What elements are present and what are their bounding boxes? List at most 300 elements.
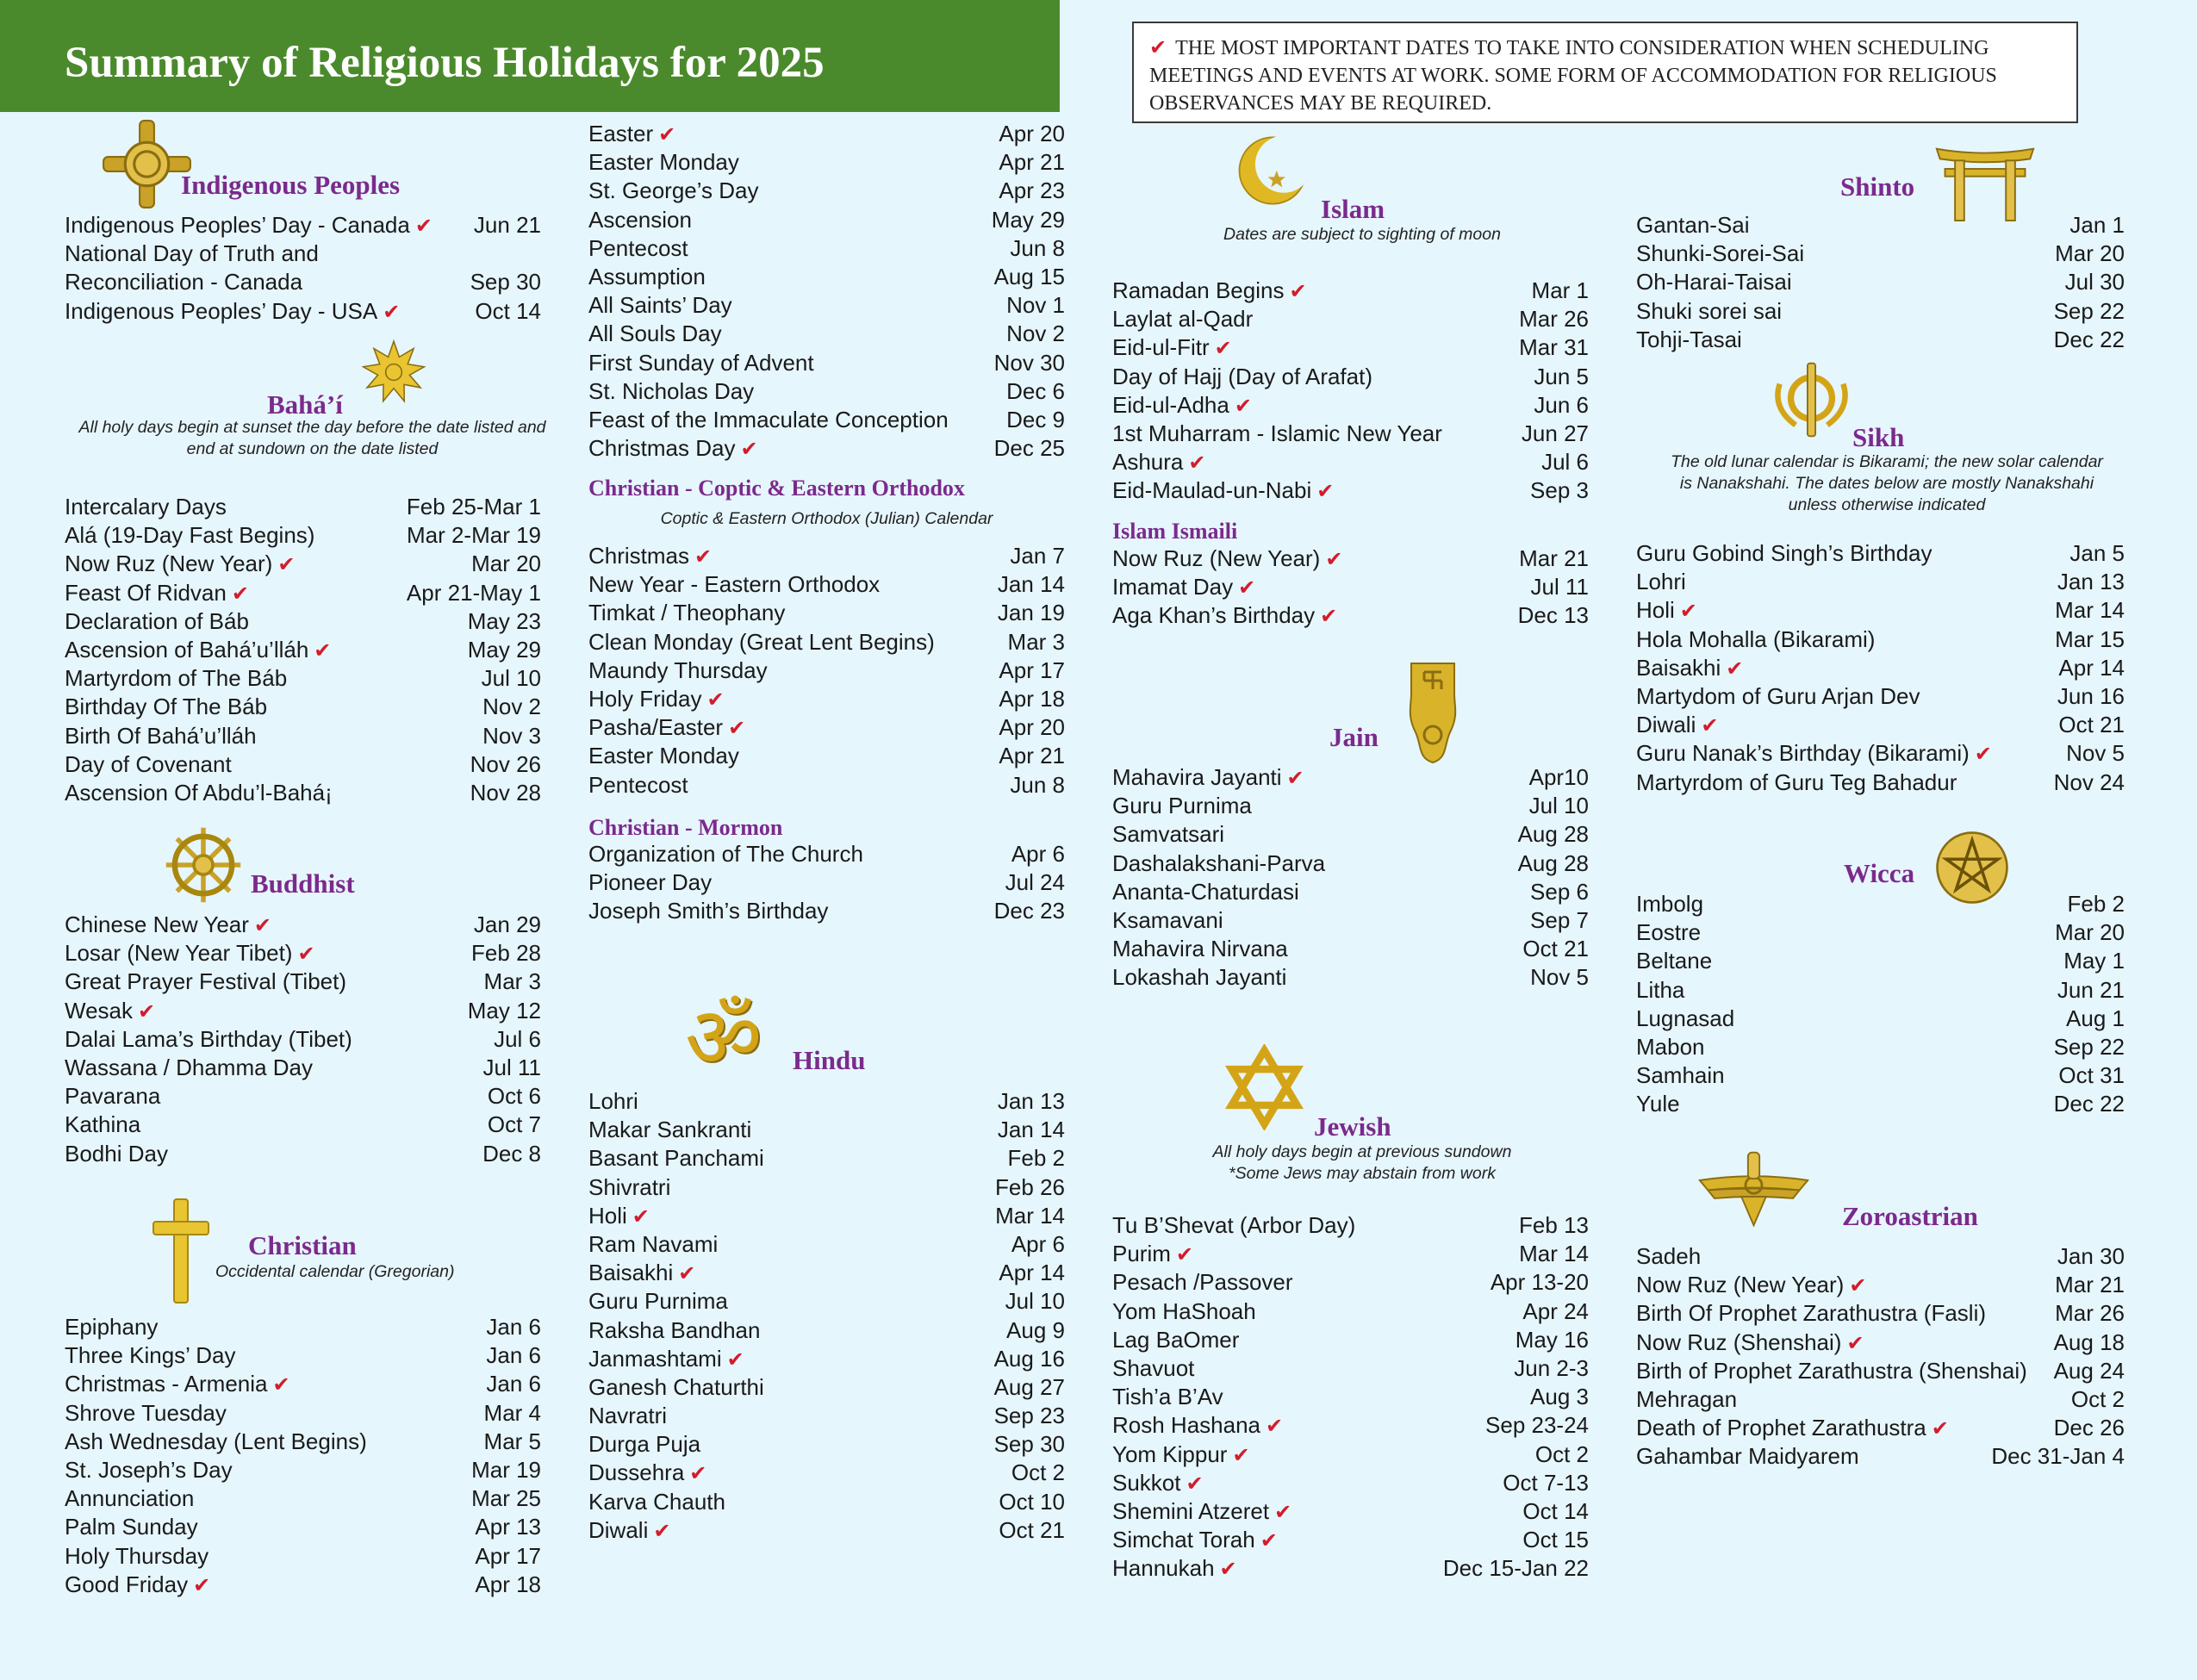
holiday-name: Guru Gobind Singh’s Birthday bbox=[1636, 540, 1932, 566]
holiday-date: Sep 6 bbox=[1530, 878, 1589, 905]
holiday-name: Day of Covenant bbox=[65, 750, 232, 777]
holiday-name-wrap bbox=[1112, 449, 1206, 476]
holiday-date: Mar 3 bbox=[1007, 628, 1065, 655]
holiday-row bbox=[588, 841, 1065, 869]
dharma-wheel-icon bbox=[164, 825, 243, 905]
holiday-date: May 1 bbox=[2063, 948, 2125, 974]
holiday-date: Jun 21 bbox=[2057, 976, 2125, 1003]
holiday-date: Sep 22 bbox=[2053, 1033, 2125, 1060]
islam-list bbox=[1112, 277, 1589, 507]
holiday-row bbox=[588, 869, 1065, 898]
holiday-row bbox=[1112, 1441, 1589, 1470]
holiday-date: Mar 19 bbox=[471, 1456, 541, 1483]
holiday-row bbox=[65, 998, 541, 1026]
holiday-date: Oct 31 bbox=[2058, 1062, 2125, 1089]
holiday-date: Jan 13 bbox=[2057, 569, 2125, 595]
sikh-note: The old lunar calendar is Bikarami; the new solar calendar is Nanakshahi. The dates below are mostly Nanakshahi unless otherwise indicated bbox=[1671, 452, 2103, 514]
holiday-row bbox=[65, 1428, 541, 1457]
jewish-note-line-2: *Some Jews may abstain from work bbox=[1229, 1164, 1496, 1183]
holiday-name: All Souls Day bbox=[588, 320, 722, 347]
bahai-note: All holy days begin at sunset the day before the date listed and end at sundown on the date listed bbox=[78, 418, 546, 458]
holiday-row bbox=[1636, 269, 2125, 297]
holiday-name: Holi bbox=[588, 1202, 627, 1229]
holiday-row bbox=[588, 657, 1065, 686]
holiday-row bbox=[1636, 683, 2125, 712]
holiday-row bbox=[588, 772, 1065, 800]
holiday-row bbox=[1636, 1091, 2125, 1119]
check-icon: ✔ bbox=[1325, 547, 1343, 571]
holiday-date: Sep 22 bbox=[2053, 297, 2125, 324]
holiday-name: Shivratri bbox=[588, 1173, 671, 1200]
holiday-date: Mar 20 bbox=[2055, 919, 2125, 946]
holiday-name: Alá (19-Day Fast Begins) bbox=[65, 522, 315, 549]
holiday-name: Guru Purnima bbox=[1112, 793, 1252, 819]
holiday-name-wrap bbox=[1636, 740, 1992, 767]
holiday-row bbox=[1112, 1555, 1589, 1584]
holiday-row bbox=[1112, 1384, 1589, 1412]
check-icon: ✔ bbox=[728, 716, 746, 741]
holiday-date: Apr10 bbox=[1528, 764, 1589, 790]
holiday-row bbox=[1636, 569, 2125, 597]
holiday-date: Oct 15 bbox=[1522, 1527, 1589, 1553]
holiday-date: Jan 6 bbox=[486, 1371, 541, 1397]
holiday-name: Yom HaShoah bbox=[1112, 1297, 1256, 1324]
check-icon: ✔ bbox=[297, 942, 315, 967]
holiday-name-wrap bbox=[588, 543, 712, 569]
holiday-name: Guru Purnima bbox=[588, 1288, 728, 1315]
holiday-date: Mar 20 bbox=[471, 551, 541, 577]
holiday-name: Pasha/Easter bbox=[588, 714, 724, 741]
holiday-name: Raksha Bandhan bbox=[588, 1316, 761, 1343]
holiday-date: Jul 11 bbox=[1530, 574, 1589, 600]
holiday-date: Jan 14 bbox=[997, 571, 1065, 598]
check-icon: ✔ bbox=[726, 1347, 744, 1372]
holiday-row bbox=[588, 686, 1065, 714]
holiday-row bbox=[588, 207, 1065, 235]
holiday-name: Shemini Atzeret bbox=[1112, 1497, 1270, 1524]
holiday-date: Dec 13 bbox=[1517, 602, 1589, 629]
holiday-name: Now Ruz (New Year) bbox=[1636, 1272, 1845, 1298]
holiday-date: Jan 14 bbox=[997, 1117, 1065, 1143]
holiday-name-wrap bbox=[1112, 1470, 1204, 1496]
holiday-name: Eid-ul-Fitr bbox=[1112, 334, 1210, 361]
holiday-name: Birth Of Prophet Zarathustra (Fasli) bbox=[1636, 1300, 1987, 1327]
holiday-row bbox=[65, 694, 541, 722]
holiday-name-wrap bbox=[1112, 602, 1337, 629]
holiday-name: Pentecost bbox=[588, 234, 688, 261]
holiday-date: Jun 16 bbox=[2057, 682, 2125, 709]
holiday-row bbox=[65, 1055, 541, 1083]
holiday-name-wrap bbox=[65, 551, 295, 577]
holiday-name: Mehragan bbox=[1636, 1385, 1738, 1412]
holiday-date: Mar 20 bbox=[2055, 240, 2125, 267]
holiday-date: Dec 25 bbox=[993, 435, 1065, 462]
holiday-name: Shrove Tuesday bbox=[65, 1399, 227, 1426]
holiday-row bbox=[65, 1026, 541, 1055]
holiday-name: Mahavira Jayanti bbox=[1112, 764, 1282, 790]
holiday-name: St. Joseph’s Day bbox=[65, 1456, 233, 1483]
hindu-title: Hindu bbox=[793, 1045, 866, 1075]
holiday-name: Tu B’Shevat (Arbor Day) bbox=[1112, 1212, 1356, 1238]
holiday-date: Nov 1 bbox=[1006, 292, 1065, 319]
notice-text: THE MOST IMPORTANT DATES TO TAKE INTO CONSIDERATION WHEN SCHEDULING MEETINGS AND EVENTS AT WORK. SOME FORM OF ACCOMMODATION FOR RELIGIOUS OBSERVANCES MAY BE REQUIRED. bbox=[1149, 37, 1997, 115]
holiday-date: Jan 30 bbox=[2057, 1243, 2125, 1269]
holiday-name-wrap bbox=[1636, 1329, 1864, 1356]
holiday-row bbox=[1112, 1412, 1589, 1440]
holiday-name-wrap bbox=[1636, 597, 1697, 624]
holiday-name-wrap bbox=[1112, 764, 1304, 791]
holiday-name: Ashura bbox=[1112, 449, 1184, 476]
cross-icon bbox=[151, 1198, 211, 1305]
holiday-row bbox=[1112, 1527, 1589, 1555]
islam-title: Islam bbox=[1321, 194, 1385, 224]
holiday-date: Feb 25-Mar 1 bbox=[406, 494, 541, 520]
check-icon: ✔ bbox=[1849, 1273, 1867, 1298]
holiday-name: Martyrdom of Guru Teg Bahadur bbox=[1636, 768, 1957, 795]
holiday-name: Purim bbox=[1112, 1241, 1171, 1267]
check-icon: ✔ bbox=[1289, 279, 1307, 303]
holiday-date: Nov 5 bbox=[2066, 740, 2125, 767]
holiday-date: Jan 1 bbox=[2069, 212, 2125, 238]
holiday-name: Death of Prophet Zarathustra bbox=[1636, 1415, 1926, 1441]
holiday-name: Samhain bbox=[1636, 1062, 1725, 1089]
holiday-date: Jun 8 bbox=[1010, 771, 1065, 798]
holiday-date: Apr 13 bbox=[475, 1514, 541, 1540]
check-icon: ✔ bbox=[1846, 1330, 1864, 1355]
holiday-date: Aug 15 bbox=[993, 263, 1065, 289]
holiday-row bbox=[588, 714, 1065, 743]
holiday-name-wrap bbox=[588, 1203, 650, 1229]
holiday-row bbox=[1636, 655, 2125, 683]
holiday-date: Dec 22 bbox=[2053, 326, 2125, 352]
check-icon: ✔ bbox=[1701, 713, 1719, 738]
faravahar-icon bbox=[1696, 1148, 1812, 1229]
holiday-row bbox=[65, 1400, 541, 1428]
holiday-name-wrap bbox=[1112, 1412, 1283, 1439]
holiday-name: Eid-ul-Adha bbox=[1112, 391, 1229, 418]
jain-title: Jain bbox=[1329, 722, 1379, 752]
holiday-row bbox=[588, 121, 1065, 149]
holiday-name: Easter bbox=[588, 121, 654, 146]
holiday-name-wrap bbox=[65, 212, 433, 239]
holiday-name-wrap bbox=[1636, 712, 1718, 738]
holiday-date: Oct 7-13 bbox=[1503, 1469, 1589, 1496]
holiday-name: Kathina bbox=[65, 1111, 141, 1138]
check-icon: ✔ bbox=[632, 1204, 650, 1229]
holiday-name-wrap bbox=[588, 686, 725, 712]
holiday-date: Apr 23 bbox=[999, 177, 1065, 204]
holiday-name: Sukkot bbox=[1112, 1469, 1181, 1496]
holiday-row bbox=[1636, 298, 2125, 327]
holiday-name: Martydom of Guru Arjan Dev bbox=[1636, 682, 1920, 709]
holiday-name: Palm Sunday bbox=[65, 1514, 198, 1540]
holiday-date: Apr 24 bbox=[1522, 1297, 1589, 1324]
holiday-name: Lohri bbox=[588, 1088, 638, 1114]
holiday-date: Jun 8 bbox=[1010, 234, 1065, 261]
holiday-date: Dec 15-Jan 22 bbox=[1442, 1555, 1589, 1582]
ismaili-title: Islam Ismaili bbox=[1112, 519, 1238, 544]
holiday-date: Mar 14 bbox=[1519, 1241, 1589, 1267]
holiday-row bbox=[1636, 977, 2125, 1005]
holiday-row bbox=[65, 551, 541, 579]
holiday-date: May 16 bbox=[1515, 1326, 1589, 1353]
holiday-name-wrap bbox=[65, 998, 155, 1024]
holiday-name: Ascension of Bahá’u’lláh bbox=[65, 636, 309, 663]
title-banner bbox=[0, 0, 1060, 112]
islam-note: Dates are subject to sighting of moon bbox=[1223, 225, 1501, 244]
holiday-date: May 12 bbox=[467, 997, 541, 1024]
holiday-name: Christmas Day bbox=[588, 435, 736, 462]
holiday-name: Holi bbox=[1636, 597, 1675, 624]
holiday-date: Mar 3 bbox=[483, 968, 541, 995]
holiday-date: Jan 6 bbox=[486, 1314, 541, 1340]
check-icon: ✔ bbox=[1149, 35, 1167, 59]
holiday-date: Mar 14 bbox=[2055, 597, 2125, 624]
mormon-title: Christian - Mormon bbox=[588, 815, 783, 840]
holiday-date: Mar 25 bbox=[471, 1485, 541, 1512]
holiday-row bbox=[1112, 392, 1589, 420]
holiday-row bbox=[1636, 948, 2125, 976]
holiday-row bbox=[588, 1346, 1065, 1374]
holiday-name: Eostre bbox=[1636, 919, 1702, 946]
holiday-date: Aug 16 bbox=[993, 1345, 1065, 1372]
holiday-row bbox=[1636, 1062, 2125, 1091]
check-icon: ✔ bbox=[1266, 1414, 1284, 1439]
check-icon: ✔ bbox=[1175, 1242, 1194, 1267]
holiday-date: Nov 3 bbox=[482, 722, 541, 749]
wicca-title: Wicca bbox=[1844, 858, 1915, 888]
holiday-date: Mar 1 bbox=[1531, 277, 1589, 303]
mormon-list bbox=[588, 841, 1065, 927]
holiday-name: Annunciation bbox=[65, 1485, 195, 1512]
holiday-name: Baisakhi bbox=[1636, 654, 1721, 681]
holiday-date: Mar 31 bbox=[1519, 334, 1589, 361]
holiday-date: Oct 14 bbox=[475, 297, 541, 324]
holiday-row bbox=[65, 1083, 541, 1111]
bahai-list bbox=[65, 494, 541, 808]
notice-box bbox=[1132, 22, 2078, 123]
holiday-row bbox=[1112, 477, 1589, 506]
holiday-name: Now Ruz (Shenshai) bbox=[1636, 1328, 1842, 1355]
holiday-row bbox=[588, 1260, 1065, 1288]
holiday-row bbox=[588, 1403, 1065, 1431]
holiday-name: Good Friday bbox=[65, 1571, 189, 1597]
holiday-row bbox=[65, 269, 541, 297]
holiday-date: Jul 6 bbox=[494, 1025, 541, 1052]
holiday-row bbox=[1636, 919, 2125, 948]
holiday-row bbox=[1112, 1241, 1589, 1269]
holiday-row bbox=[1636, 240, 2125, 269]
holiday-name: Durga Puja bbox=[588, 1431, 701, 1458]
check-icon: ✔ bbox=[138, 999, 156, 1024]
holiday-name-wrap bbox=[65, 1371, 290, 1397]
holiday-name: Tish’a B’Av bbox=[1112, 1384, 1223, 1410]
holiday-date: Nov 2 bbox=[1006, 320, 1065, 347]
check-icon: ✔ bbox=[706, 687, 725, 712]
jewish-title: Jewish bbox=[1314, 1111, 1391, 1142]
check-icon: ✔ bbox=[1931, 1416, 1949, 1441]
holiday-row bbox=[588, 1459, 1065, 1488]
holiday-date: Oct 6 bbox=[487, 1083, 541, 1110]
holiday-name: Diwali bbox=[1636, 712, 1696, 738]
holiday-row bbox=[1112, 1498, 1589, 1527]
holiday-row bbox=[65, 580, 541, 608]
holiday-name-wrap bbox=[588, 1459, 706, 1486]
holiday-date: Dec 22 bbox=[2053, 1091, 2125, 1117]
holiday-row bbox=[588, 571, 1065, 600]
holiday-date: Dec 9 bbox=[1006, 406, 1065, 432]
holiday-name-wrap bbox=[588, 1260, 695, 1286]
holiday-name: Easter Monday bbox=[588, 149, 739, 176]
holiday-row bbox=[588, 543, 1065, 571]
christian-cont-list bbox=[588, 121, 1065, 464]
holiday-row bbox=[1636, 1300, 2125, 1328]
holiday-date: Jan 5 bbox=[2069, 540, 2125, 566]
holiday-name: Ascension Of Abdu’l-Bahá¡ bbox=[65, 779, 333, 806]
holiday-name: Guru Nanak’s Birthday (Bikarami) bbox=[1636, 740, 1970, 767]
holiday-row bbox=[1112, 1269, 1589, 1297]
check-icon: ✔ bbox=[1232, 1442, 1250, 1467]
holiday-name: Eid-Maulad-un-Nabi bbox=[1112, 477, 1312, 504]
holiday-row bbox=[65, 240, 541, 269]
check-icon: ✔ bbox=[1274, 1499, 1292, 1524]
jewish-note bbox=[1112, 1142, 1612, 1185]
holiday-date: Apr 21 bbox=[999, 743, 1065, 769]
holiday-row bbox=[1636, 891, 2125, 919]
holiday-row bbox=[65, 637, 541, 665]
check-icon: ✔ bbox=[1679, 599, 1697, 624]
holiday-date: Apr 6 bbox=[1011, 1230, 1065, 1257]
holiday-name: Chinese New Year bbox=[65, 912, 249, 937]
holiday-name-wrap bbox=[1112, 1441, 1250, 1468]
holiday-name: Laylat al-Qadr bbox=[1112, 306, 1254, 333]
wicca-list bbox=[1636, 891, 2125, 1120]
holiday-name: St. George’s Day bbox=[588, 177, 759, 204]
holiday-name: Birth Of Bahá’u’lláh bbox=[65, 722, 257, 749]
holiday-date: Apr 17 bbox=[999, 656, 1065, 683]
holiday-name: Shavuot bbox=[1112, 1354, 1195, 1381]
holiday-name-wrap bbox=[588, 1517, 670, 1544]
holiday-date: Aug 28 bbox=[1517, 821, 1589, 848]
holiday-date: Nov 24 bbox=[2053, 768, 2125, 795]
holiday-date: Jun 2-3 bbox=[1514, 1354, 1589, 1381]
holiday-name-wrap bbox=[65, 298, 400, 325]
holiday-date: Jul 11 bbox=[482, 1054, 541, 1080]
holiday-date: Jan 7 bbox=[1010, 543, 1065, 569]
holiday-row bbox=[1636, 626, 2125, 655]
jain-symbol-icon bbox=[1403, 659, 1463, 767]
holiday-name: Losar (New Year Tibet) bbox=[65, 940, 293, 967]
holiday-row bbox=[588, 350, 1065, 378]
sikh-list bbox=[1636, 540, 2125, 798]
holiday-name: Holy Friday bbox=[588, 685, 702, 712]
holiday-date: Apr 21-May 1 bbox=[406, 579, 541, 606]
holiday-name: St. Nicholas Day bbox=[588, 377, 755, 404]
holiday-date: Feb 28 bbox=[471, 940, 541, 967]
holiday-name: Joseph Smith’s Birthday bbox=[588, 898, 829, 924]
indigenous-title: Indigenous Peoples bbox=[181, 170, 401, 200]
holiday-name: Oh-Harai-Taisai bbox=[1636, 269, 1792, 296]
torii-gate-icon bbox=[1934, 142, 2036, 221]
check-icon: ✔ bbox=[1219, 1557, 1237, 1582]
holiday-row bbox=[65, 494, 541, 522]
holiday-date: Aug 1 bbox=[2066, 1005, 2125, 1031]
holiday-date: Jan 19 bbox=[997, 600, 1065, 626]
holiday-row bbox=[65, 665, 541, 694]
holiday-date: Oct 21 bbox=[2058, 712, 2125, 738]
holiday-name: Now Ruz (New Year) bbox=[1112, 545, 1321, 571]
holiday-row bbox=[588, 1288, 1065, 1316]
holiday-name: Dalai Lama’s Birthday (Tibet) bbox=[65, 1025, 352, 1052]
holiday-name: Wassana / Dhamma Day bbox=[65, 1054, 314, 1080]
holiday-row bbox=[65, 968, 541, 997]
holiday-name: Intercalary Days bbox=[65, 494, 227, 520]
holiday-name: Lugnasad bbox=[1636, 1005, 1735, 1031]
holiday-date: Nov 2 bbox=[482, 694, 541, 720]
holiday-name: Navratri bbox=[588, 1403, 668, 1429]
holiday-date: Sep 23-24 bbox=[1485, 1412, 1589, 1439]
check-icon: ✔ bbox=[253, 913, 272, 937]
holiday-date: Apr 18 bbox=[475, 1571, 541, 1597]
holiday-name-wrap bbox=[65, 637, 331, 663]
holiday-date: Mar 15 bbox=[2055, 625, 2125, 652]
holiday-name: Lohri bbox=[1636, 569, 1686, 595]
ismaili-list bbox=[1112, 545, 1589, 632]
holiday-date: Oct 2 bbox=[1011, 1459, 1065, 1486]
holiday-row bbox=[1636, 1005, 2125, 1034]
check-icon: ✔ bbox=[277, 552, 296, 577]
holiday-date: Mar 26 bbox=[1519, 306, 1589, 333]
nine-pointed-star-icon bbox=[360, 339, 427, 406]
check-icon: ✔ bbox=[1316, 479, 1335, 504]
holiday-name: Pavarana bbox=[65, 1083, 161, 1110]
check-icon: ✔ bbox=[1320, 604, 1338, 629]
holiday-date: Jun 27 bbox=[1521, 420, 1589, 446]
coptic-note: Coptic & Eastern Orthodox (Julian) Calendar bbox=[660, 509, 993, 528]
holiday-date: Sep 23 bbox=[993, 1403, 1065, 1429]
holiday-name: Aga Khan’s Birthday bbox=[1112, 602, 1316, 629]
holiday-row bbox=[588, 600, 1065, 628]
holiday-name-wrap bbox=[65, 1571, 210, 1598]
holiday-row bbox=[65, 1485, 541, 1514]
holiday-name-wrap bbox=[1112, 392, 1252, 419]
holiday-name: Ramadan Begins bbox=[1112, 277, 1285, 303]
holiday-name: Maundy Thursday bbox=[588, 656, 768, 683]
holiday-name-wrap bbox=[1112, 277, 1307, 304]
check-icon: ✔ bbox=[1726, 656, 1744, 681]
holiday-row bbox=[1636, 1443, 2125, 1472]
holiday-date: Apr 17 bbox=[475, 1542, 541, 1569]
shinto-list bbox=[1636, 212, 2125, 355]
holiday-name: Great Prayer Festival (Tibet) bbox=[65, 968, 347, 995]
holiday-row bbox=[588, 235, 1065, 264]
holiday-name: Makar Sankranti bbox=[588, 1117, 752, 1143]
shinto-title: Shinto bbox=[1840, 171, 1915, 202]
holiday-name: Christmas bbox=[588, 543, 690, 569]
holiday-name-wrap bbox=[1112, 477, 1334, 504]
holiday-name: Dussehra bbox=[588, 1459, 685, 1486]
holiday-name: Easter Monday bbox=[588, 743, 739, 769]
holiday-date: Apr 20 bbox=[999, 121, 1065, 146]
holiday-date: Mar 4 bbox=[483, 1399, 541, 1426]
holiday-name-wrap bbox=[588, 435, 758, 462]
holiday-row bbox=[65, 1543, 541, 1571]
holiday-row bbox=[1636, 1329, 2125, 1358]
holiday-date: Jul 6 bbox=[1541, 449, 1589, 476]
check-icon: ✔ bbox=[193, 1572, 211, 1597]
holiday-row bbox=[1112, 602, 1589, 631]
holiday-date: Jul 10 bbox=[1528, 793, 1589, 819]
